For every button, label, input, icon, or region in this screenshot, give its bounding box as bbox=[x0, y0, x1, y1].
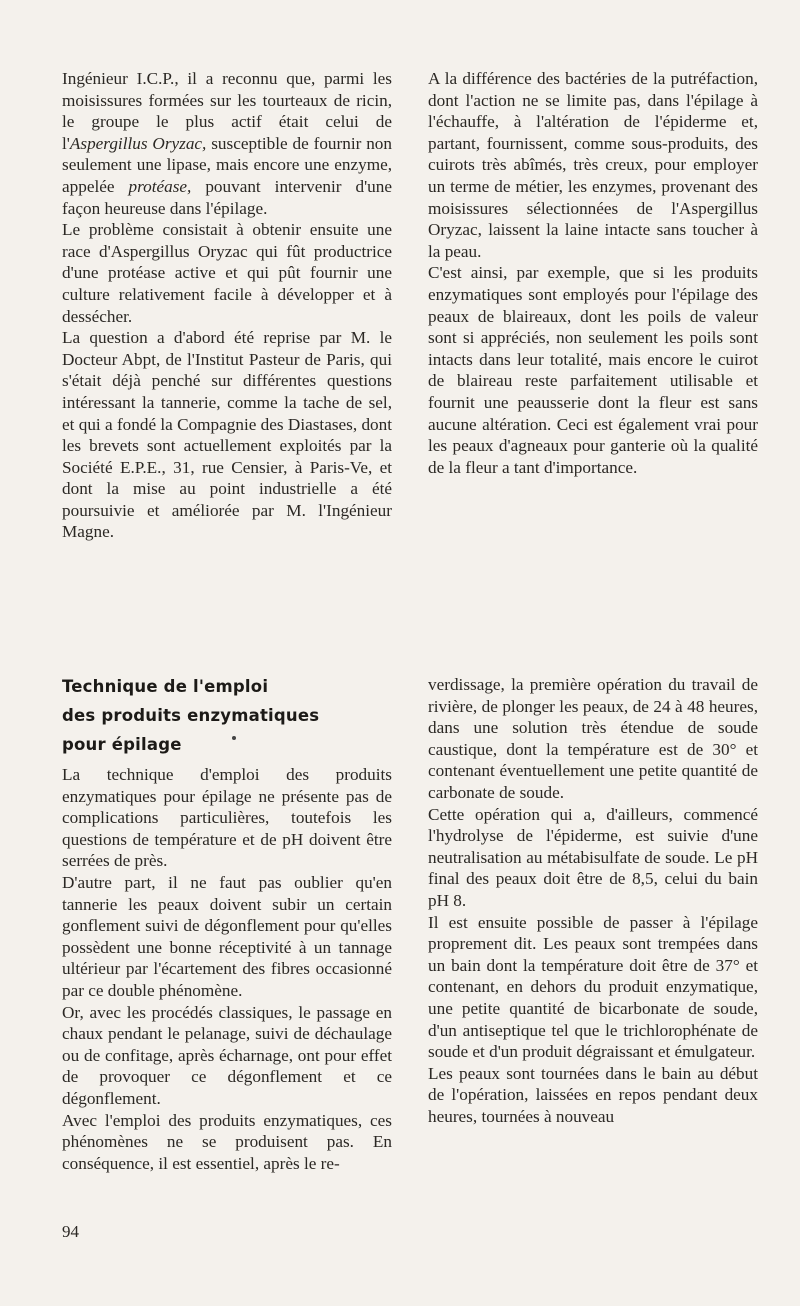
column-left-top bbox=[62, 68, 392, 543]
page-number: 94 bbox=[62, 1222, 79, 1241]
column-right-bottom bbox=[428, 674, 758, 1127]
paragraph: Les peaux sont tournées dans le bain au début de l'opération, laissées en repos pendant deux heures, tournées à nouveau bbox=[428, 1063, 758, 1126]
paragraph: La technique d'emploi des produits enzymatiques pour épilage ne présente pas de complications particulières, toutefois les questions de température et de pH doivent être serrées de près. bbox=[62, 765, 392, 871]
paragraph: Or, avec les procédés classiques, le passage en chaux pendant le pelanage, suivi de déchaulage ou de confitage, après écharnage, ont pour effet de provoquer ce dégonflement et ce dégonflement. bbox=[62, 1002, 392, 1108]
paragraph: Cette opération qui a, d'ailleurs, commencé l'hydrolyse de l'épiderme, est suivie d'une neutralisation au métabisulfate de soude. Le pH final des peaux doit être de 8,5, celui du bain pH 8. bbox=[428, 804, 758, 910]
paragraph: verdissage, la première opération du travail de rivière, de plonger les peaux, de 24 à 48 heures, dans une solution très étendue de soude caustique, dont la température est de 30° et contenant éventuellement une petite quantité de carbonate de soude. bbox=[428, 675, 758, 802]
paragraph: Le problème consistait à obtenir ensuite une race d'Aspergillus Oryzac qui fût productrice d'une protéase active et qui pût fournir une culture relativement facile à développer et à dessécher. bbox=[62, 220, 392, 326]
paragraph: Il est ensuite possible de passer à l'épilage proprement dit. Les peaux sont trempées dans un bain dont la température doit être de 37° et contenant, en dehors du produit enzymatique, une petite quantité de bicarbonate de soude, d'un antiseptique tel que le trichlorophénate de soude et d'un produit dégraissant et émulgateur. bbox=[428, 912, 758, 1062]
section-heading: Technique de l'emploi des produits enzymatiques pour épilage bbox=[62, 677, 320, 754]
column-right-top bbox=[428, 68, 758, 478]
italic-term: protéase, bbox=[128, 176, 192, 196]
paragraph: C'est ainsi, par exemple, que si les produits enzymatiques sont employés pour l'épilage des peaux de blaireaux, dont les poils de valeur sont si appréciés, non seulement les poils sont intacts dans leur totalité, mais encore le cuirot de blaireau reste parfaitement utilisable et fournit une peausserie dont la fleur est sans aucune altération. Ceci est également vrai pour les peaux d'agneaux pour ganterie où la qualité de la fleur a tant d'importance. bbox=[428, 263, 758, 477]
paragraph: Avec l'emploi des produits enzymatiques, ces phénomènes ne se produisent pas. En conséquence, il est essentiel, après le re- bbox=[62, 1110, 392, 1173]
bullet-dot bbox=[232, 736, 236, 740]
paragraph: Ingénieur I.C.P., il a reconnu que, parmi les moisissures formées sur les tourteaux de ricin, le groupe le plus actif était celui de l'Aspergillus Oryzac, susceptible de fournir non seulement une lipase, mais encore une enzyme, appelée protéase, pouvant intervenir d'une façon heureuse dans l'épilage. bbox=[62, 69, 392, 218]
paragraph: A la différence des bactéries de la putréfaction, dont l'action ne se limite pas, dans l'épilage à l'échauffe, à l'altération de l'épiderme et, partant, fournissent, comme sous-produits, des cuirots très abîmés, très creux, pour employer un terme de métier, les enzymes, provenant des moisissures sélectionnées de l'Aspergillus Oryzac, laissent la laine intacte sans toucher à la peau. bbox=[428, 69, 758, 261]
paragraph: La question a d'abord été reprise par M. le Docteur Abpt, de l'Institut Pasteur de Paris, qui s'était déjà penché sur différentes questions intéressant la tannerie, comme la tache de sel, et qui a fondé la Compagnie des Diastases, dont les brevets sont actuellement exploités par la Société E.P.E., 31, rue Censier, à Paris-Ve, et dont la mise au point industrielle a été poursuivie et améliorée par M. l'Ingénieur Magne. bbox=[62, 328, 392, 542]
column-left-bottom bbox=[62, 764, 392, 1174]
italic-term: Aspergillus Oryzac, bbox=[69, 133, 207, 153]
paragraph: D'autre part, il ne faut pas oublier qu'en tannerie les peaux doivent subir un certain gonflement suivi de dégonflement pour qu'elles possèdent une bonne réceptivité à un tannage ultérieur par l'écartement des fibres occasionné par ce double phénomène. bbox=[62, 872, 392, 1000]
